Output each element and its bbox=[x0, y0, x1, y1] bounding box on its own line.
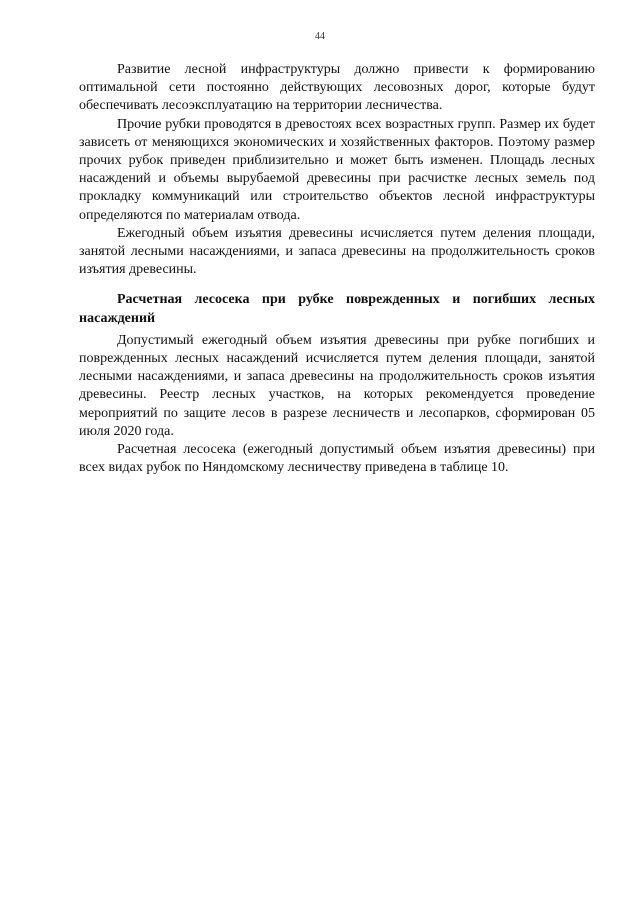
page-number: 44 bbox=[315, 31, 325, 42]
paragraph-other-cuttings: Прочие рубки проводятся в древостоях всех возрастных групп. Размер их будет зависеть от меняющихся экономических и хозяйственных факторов. Поэтому размер прочих рубок приведен приблизительно и может быть изменен. Площадь лесных насаждений и объемы вырубаемой древесины при расчистке лесных земель под прокладку коммуникаций или строительство объектов лесной инфраструктуры определяются по материалам отвода. bbox=[79, 116, 595, 223]
section-heading: Расчетная лесосека при рубке поврежденных и погибших лесных насаждений bbox=[79, 292, 595, 326]
paragraph-annual-volume: Ежегодный объем изъятия древесины исчисляется путем деления площади, занятой лесными насаждениями, и запаса древесины на продолжительность сроков изъятия древесины. bbox=[79, 225, 595, 278]
paragraph-infrastructure: Развитие лесной инфраструктуры должно привести к формированию оптимальной сети постоянно действующих лесовозных дорог, которые будут обеспечивать лесоэксплуатацию на территории лесничества. bbox=[79, 62, 595, 114]
paragraph-table-reference: Расчетная лесосека (ежегодный допустимый объем изъятия древесины) при всех видах рубок по Няндомскому лесничеству приведена в таблице 10. bbox=[79, 442, 595, 476]
document-body bbox=[79, 61, 595, 477]
paragraph-allowable-volume: Допустимый ежегодный объем изъятия древесины при рубке погибших и поврежденных лесных насаждений исчисляется путем деления площади, занятой лесными насаждениями, и запаса древесины на продолжительность сроков изъятия древесины. Реестр лесных участков, на которых рекомендуется проведение мероприятий по защите лесов в разрезе лесничеств и лесопарков, сформирован 05 июля 2020 года. bbox=[79, 332, 595, 439]
